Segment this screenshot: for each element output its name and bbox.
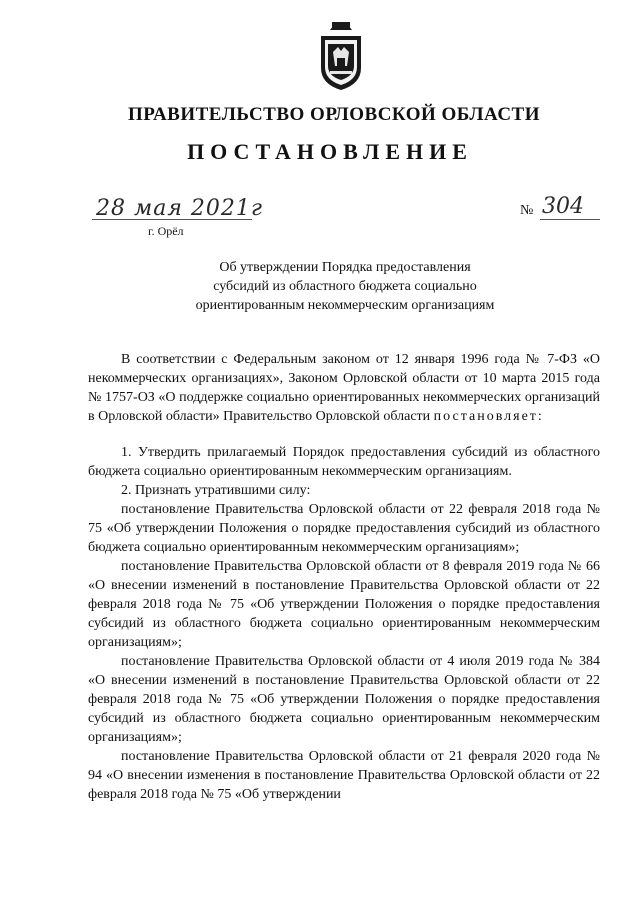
city-label: г. Орёл — [148, 224, 184, 238]
repealed-act: постановление Правительства Орловской области от 21 февраля 2020 года № 94 «О внесении изменения в постановление Правительства Орловской области от 22 февраля 2018 года № 75 «Об утверждении — [88, 749, 600, 802]
repealed-act: постановление Правительства Орловской области от 4 июля 2019 года № 384 «О внесении изменений в постановление Правительства Орловской области от 22 февраля 2018 года № 75 «Об утверждении Положения о порядке предоставления субсидий из областного бюджета социально ориентированным некоммерческим организациям»; — [88, 654, 600, 745]
item-approve: 1. Утвердить прилагаемый Порядок предоставления субсидий из областного бюджета социально ориентированным некоммерческим организациям. — [88, 445, 600, 479]
preamble-paragraph — [88, 350, 600, 426]
document-type-title: ПОСТАНОВЛЕНИЕ — [187, 139, 473, 164]
subject-line: субсидий из областного бюджета социально — [213, 279, 477, 294]
handwritten-number: 304 — [542, 194, 584, 219]
preamble-text: В соответствии с Федеральным законом от 12 января 1996 года № 7-ФЗ «О некоммерческих организациях», Законом Орловской области от 10 марта 2015 года № 1757-ОЗ «О поддержке социально ориентированных некоммерческих организаций в Орловской области» Правительство Орловской области — [88, 352, 600, 424]
resolution-word: постановляет: — [433, 409, 544, 424]
coat-of-arms-icon — [318, 22, 364, 92]
date-underline — [92, 219, 252, 220]
subject-line: Об утверждении Порядка предоставления — [219, 260, 471, 275]
subject-line: ориентированным некоммерческим организациям — [195, 298, 495, 313]
document-subject — [140, 258, 550, 315]
government-title: ПРАВИТЕЛЬСТВО ОРЛОВСКОЙ ОБЛАСТИ — [127, 104, 540, 125]
number-label: № — [520, 203, 534, 218]
item-repeal-heading: 2. Признать утратившими силу: — [121, 483, 311, 498]
number-underline — [540, 219, 600, 220]
repealed-act: постановление Правительства Орловской области от 8 февраля 2019 года № 66 «О внесении изменений в постановление Правительства Орловской области от 22 февраля 2018 года № 75 «Об утверждении Положения о порядке предоставления субсидий из областного бюджета социально ориентированным некоммерческим организациям»; — [88, 559, 600, 650]
document-body — [88, 350, 600, 804]
repealed-act: постановление Правительства Орловской области от 22 февраля 2018 года № 75 «Об утверждении Положения о порядке предоставления субсидий из областного бюджета социально ориентированным некоммерческим организациям»; — [88, 502, 600, 555]
handwritten-date: 28 мая 2021г — [96, 196, 264, 221]
